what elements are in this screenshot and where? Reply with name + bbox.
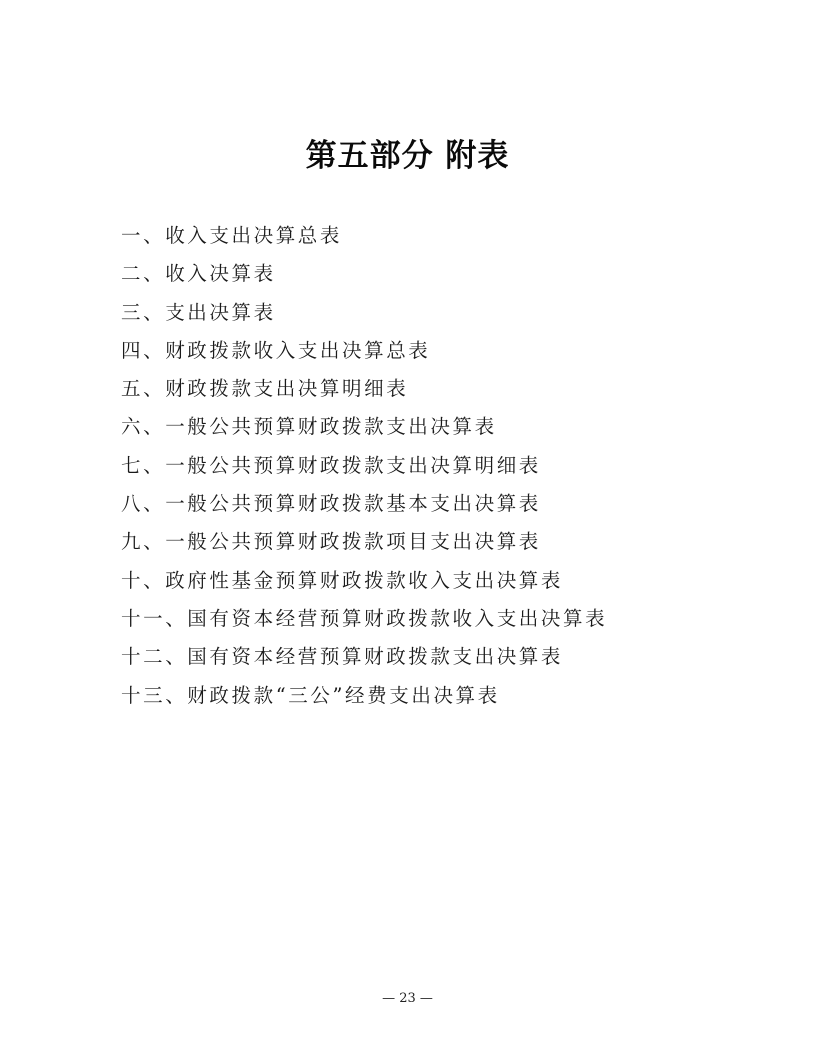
page-number: — 23 — (382, 991, 433, 1006)
page-title: 第五部分 附表 (305, 138, 510, 174)
list-item: 五、财政拨款支出决算明细表 (121, 377, 409, 401)
list-item: 九、一般公共预算财政拨款项目支出决算表 (121, 530, 541, 554)
list-item: 七、一般公共预算财政拨款支出决算明细表 (121, 453, 541, 477)
list-item: 六、一般公共预算财政拨款支出决算表 (121, 415, 497, 439)
list-item: 十一、国有资本经营预算财政拨款收入支出决算表 (121, 606, 608, 630)
list-item: 二、收入决算表 (121, 262, 276, 286)
list-item: 十三、财政拨款“三公”经费支出决算表 (121, 683, 500, 707)
list-item: 十、政府性基金预算财政拨款收入支出决算表 (121, 568, 564, 592)
appendix-table-list (121, 219, 741, 717)
list-item: 三、支出决算表 (121, 300, 276, 324)
list-item: 八、一般公共预算财政拨款基本支出决算表 (121, 492, 541, 516)
list-item: 四、财政拨款收入支出决算总表 (121, 338, 431, 362)
list-item: 一、收入支出决算总表 (121, 224, 343, 247)
list-item: 十二、国有资本经营预算财政拨款支出决算表 (121, 645, 564, 669)
